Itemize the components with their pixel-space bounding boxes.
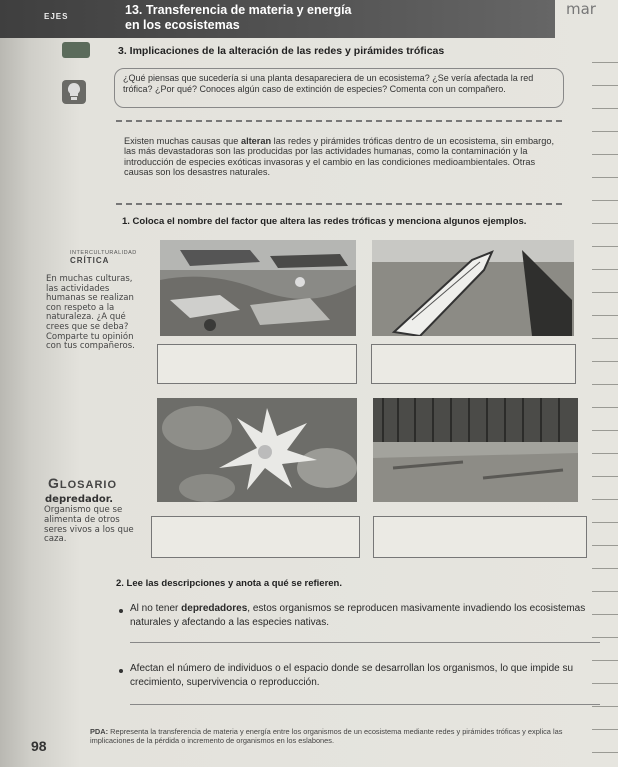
answer-line-1[interactable] bbox=[130, 642, 600, 643]
bullet-dot bbox=[119, 609, 123, 613]
glosario-title: GLOSARIO bbox=[48, 475, 118, 491]
glosario-definition: Organismo que se alimenta de otros seres vivos a los que caza. bbox=[44, 505, 134, 545]
question-text: ¿Qué piensas que sucedería si una planta desapareciera de un ecosistema? ¿Se vería afectada la red trófica? ¿Por qué? Conoces algún caso de extinción de especies? Comenta con un compañero. bbox=[123, 73, 534, 94]
critica-label-top: INTERCULTURALIDAD bbox=[70, 250, 137, 256]
glosario-word: depredador. bbox=[45, 494, 114, 505]
dry-boat-photo bbox=[372, 240, 574, 336]
bullet-dot bbox=[119, 669, 123, 673]
divider bbox=[116, 203, 562, 205]
info-paragraph: Existen muchas causas que alteran las redes y pirámides tróficas dentro de un ecosistema, sin embargo, las más devastadoras son las producidas por las actividades humanas, como la contaminación y la introducción de especies exóticas invasoras y el cambio en las condiciones medioambientales. Otras causas son los desastres naturales. bbox=[124, 136, 554, 178]
activity-2-instruction: 2. Lee las descripciones y anota a qué se refieren. bbox=[116, 578, 342, 589]
eje-label: EJES bbox=[44, 12, 69, 21]
answer-box-1[interactable] bbox=[157, 344, 357, 384]
description-1: Al no tener depredadores, estos organismos se reproducen masivamente invadiendo los ecosistemas naturales y afectando a las especies nativas. bbox=[130, 603, 586, 628]
page-number: 98 bbox=[31, 738, 47, 754]
header-right-text: mar bbox=[566, 0, 596, 18]
title-line-1: 13. Transferencia de materia y energía bbox=[125, 3, 352, 17]
section-icon bbox=[62, 42, 90, 58]
critica-text: En muchas culturas, las actividades humanas se realizan con respeto a la naturaleza. ¿A qué crees que se deba? Comparte tu opinión con tus compañeros. bbox=[46, 274, 135, 352]
section-title: 3. Implicaciones de la alteración de las redes y pirámides tróficas bbox=[118, 45, 445, 57]
notebook-lines bbox=[592, 40, 618, 740]
critica-card bbox=[42, 250, 146, 352]
discussion-icon bbox=[62, 80, 86, 104]
pda-note: PDA: Representa la transferencia de materia y energía entre los organismos de un ecosistema mediante redes y pirámides tróficas y explica las implicaciones de la pérdida o incremento de organismos en los eslabones. bbox=[90, 727, 563, 745]
deforestation-photo bbox=[373, 398, 578, 502]
critica-label: CRÍTICA bbox=[70, 256, 110, 265]
activity-1-instruction: 1. Coloca el nombre del factor que altera las redes tróficas y menciona algunos ejemplos. bbox=[122, 216, 527, 227]
water-lily-photo bbox=[157, 398, 357, 502]
answer-box-2[interactable] bbox=[371, 344, 576, 384]
pollution-photo bbox=[160, 240, 356, 336]
answer-line-2[interactable] bbox=[130, 704, 600, 705]
title-line-2: en los ecosistemas bbox=[125, 18, 240, 32]
answer-box-4[interactable] bbox=[373, 516, 587, 558]
page-title bbox=[125, 3, 352, 33]
divider bbox=[116, 120, 562, 122]
answer-box-3[interactable] bbox=[151, 516, 360, 558]
description-2: Afectan el número de individuos o el espacio donde se desarrollan los organismos, lo que impide su crecimiento, supervivencia o reproducción. bbox=[130, 663, 574, 688]
